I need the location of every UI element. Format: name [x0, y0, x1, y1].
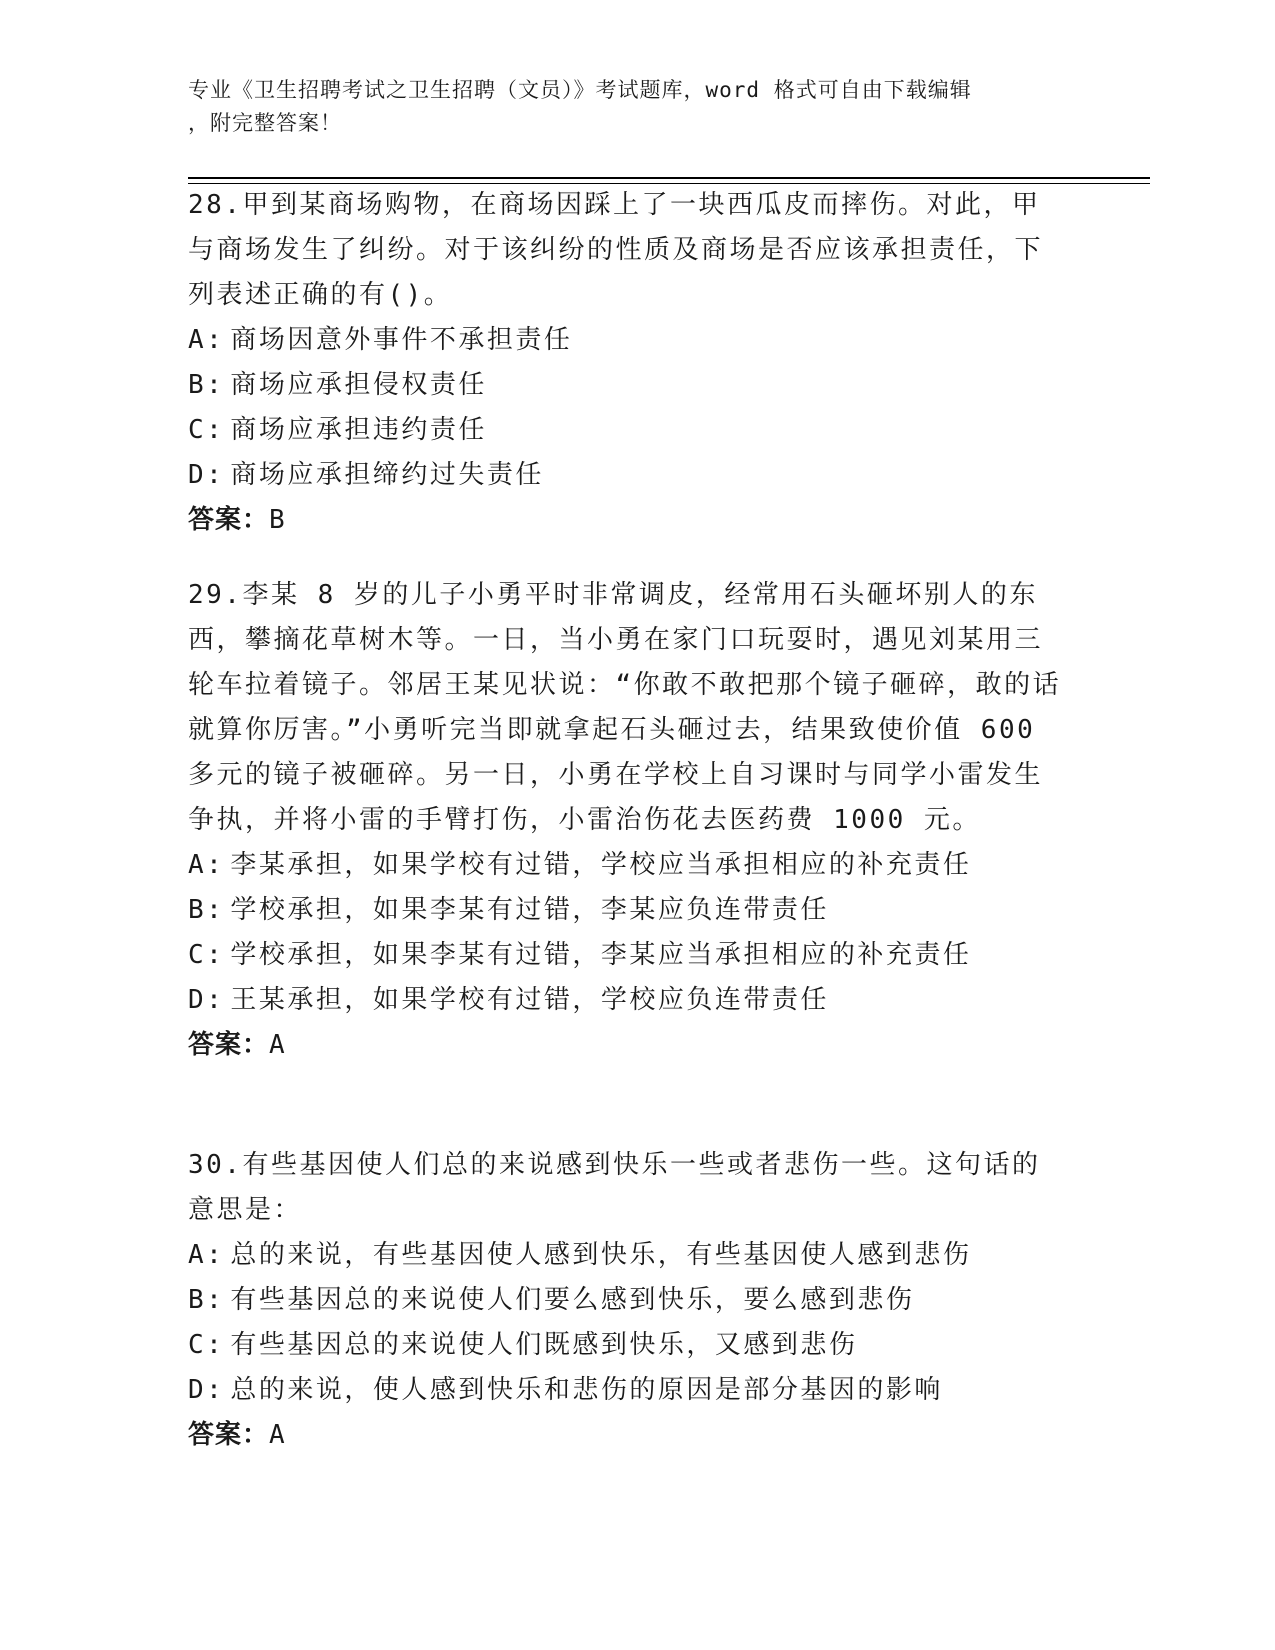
answer-value: B: [269, 505, 286, 535]
option-text: 学校承担，如果李某有过错，李某应当承担相应的补充责任: [230, 940, 972, 970]
answer-line: [188, 498, 1068, 543]
question-text: 29.李某 8 岁的儿子小勇平时非常调皮，经常用石头砸坏别人的东西，攀摘花草树木等。一日，当小勇在家门口玩耍时，遇见刘某用三轮车拉着镜子。邻居王某见状说：“你敢不敢把那个镜子砸碎，敢的话就算你厉害。”小勇听完当即就拿起石头砸过去，结果致使价值 600 多元的镜子被砸碎。另一日，小勇在学校上自习课时与同学小雷发生争执，并将小雷的手臂打伤，小雷治伤花去医药费 1000 元。: [188, 580, 1062, 835]
option-text: 总的来说，使人感到快乐和悲伤的原因是部分基因的影响: [230, 1375, 943, 1405]
option-c: [188, 933, 1068, 978]
option-text: 商场应承担侵权责任: [230, 370, 487, 400]
option-letter: D:: [188, 985, 225, 1015]
question-text: 30.有些基因使人们总的来说感到快乐一些或者悲伤一些。这句话的意思是：: [188, 1150, 1041, 1225]
option-letter: B:: [188, 370, 225, 400]
option-d: [188, 978, 1068, 1023]
answer-line: [188, 1413, 1068, 1458]
answer-label: 答案：: [188, 1030, 270, 1060]
answer-value: A: [269, 1420, 286, 1450]
answer-label: 答案：: [188, 1420, 270, 1450]
question-30: [188, 1143, 1068, 1458]
option-text: 有些基因总的来说使人们既感到快乐，又感到悲伤: [230, 1330, 858, 1360]
option-a: [188, 318, 1068, 363]
header-line-2: ，附完整答案！: [188, 111, 342, 135]
option-letter: C:: [188, 940, 225, 970]
option-letter: D:: [188, 460, 225, 490]
option-letter: A:: [188, 850, 225, 880]
header-line-1: 专业《卫生招聘考试之卫生招聘（文员）》考试题库，word 格式可自由下载编辑: [188, 78, 972, 102]
option-b: [188, 888, 1068, 933]
option-b: [188, 1278, 1068, 1323]
option-text: 王某承担，如果学校有过错，学校应负连带责任: [230, 985, 829, 1015]
option-c: [188, 408, 1068, 453]
option-text: 商场因意外事件不承担责任: [230, 325, 573, 355]
page-header: [188, 74, 1068, 140]
option-c: [188, 1323, 1068, 1368]
option-letter: D:: [188, 1375, 225, 1405]
answer-line: [188, 1023, 1068, 1068]
answer-value: A: [269, 1030, 286, 1060]
option-text: 商场应承担违约责任: [230, 415, 487, 445]
option-b: [188, 363, 1068, 408]
question-29: [188, 573, 1068, 1068]
option-a: [188, 1233, 1068, 1278]
option-a: [188, 843, 1068, 888]
header-rule-thick: [188, 177, 1150, 179]
option-letter: A:: [188, 325, 225, 355]
option-text: 李某承担，如果学校有过错，学校应当承担相应的补充责任: [230, 850, 972, 880]
option-letter: C:: [188, 1330, 225, 1360]
answer-label: 答案：: [188, 505, 270, 535]
option-text: 有些基因总的来说使人们要么感到快乐，要么感到悲伤: [230, 1285, 915, 1315]
option-letter: B:: [188, 1285, 225, 1315]
option-text: 学校承担，如果李某有过错，李某应负连带责任: [230, 895, 829, 925]
option-letter: B:: [188, 895, 225, 925]
option-text: 总的来说，有些基因使人感到快乐，有些基因使人感到悲伤: [230, 1240, 972, 1270]
option-text: 商场应承担缔约过失责任: [230, 460, 544, 490]
option-d: [188, 453, 1068, 498]
option-letter: A:: [188, 1240, 225, 1270]
option-d: [188, 1368, 1068, 1413]
question-text: 28.甲到某商场购物，在商场因踩上了一块西瓜皮而摔伤。对此，甲与商场发生了纠纷。对于该纠纷的性质及商场是否应该承担责任，下列表述正确的有()。: [188, 190, 1044, 310]
question-28: [188, 183, 1068, 543]
option-letter: C:: [188, 415, 225, 445]
